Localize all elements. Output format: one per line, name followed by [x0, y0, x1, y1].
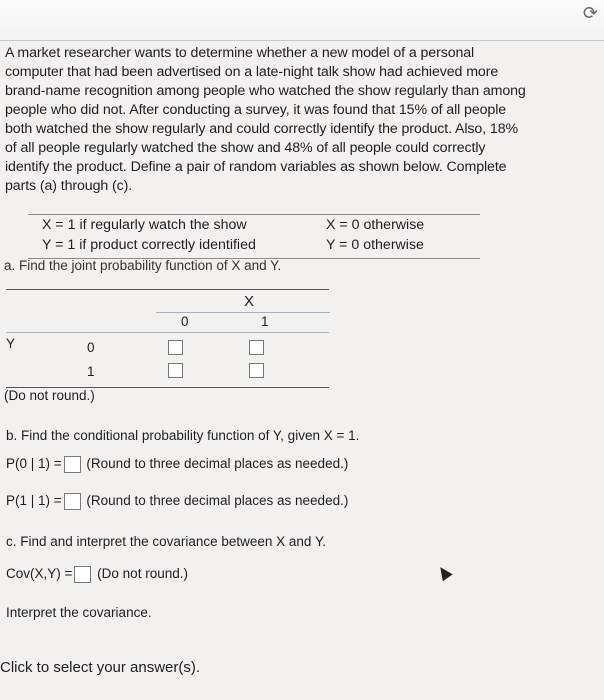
- problem-line: brand-name recognition among people who watched the show regularly than among: [5, 83, 526, 99]
- problem-line: both watched the show regularly and could correctly identify the product. Also, 18%: [5, 121, 518, 137]
- def-x0: X = 0 otherwise: [326, 217, 425, 233]
- x-value-1: 1: [261, 314, 269, 329]
- p11-label: P(1 | 1) =: [6, 493, 62, 509]
- p11-hint: (Round to three decimal places as needed.): [86, 493, 349, 509]
- p01-label: P(0 | 1) =: [6, 456, 62, 472]
- problem-line: A market researcher wants to determine whether a new model of a personal: [5, 45, 475, 61]
- part-a-note: (Do not round.): [4, 388, 95, 403]
- cov-input[interactable]: [74, 566, 91, 583]
- expand-icon[interactable]: ⟳: [582, 3, 598, 23]
- interpret-prompt: Interpret the covariance.: [6, 605, 152, 620]
- p01-row: [6, 456, 348, 473]
- definition-rule-top: [28, 214, 480, 215]
- p01-hint: (Round to three decimal places as needed.): [86, 456, 349, 472]
- cov-row: [6, 566, 188, 583]
- table-rule-top: [6, 289, 329, 290]
- problem-line: of all people regularly watched the show and 48% of all people could correctly: [5, 140, 486, 156]
- toolbar-divider: [0, 40, 604, 41]
- select-answer-instruction: Click to select your answer(s).: [0, 659, 201, 676]
- y-value-1: 1: [87, 364, 95, 379]
- def-y1: Y = 1 if product correctly identified: [42, 237, 256, 253]
- cov-hint: (Do not round.): [97, 566, 188, 582]
- y-value-0: 0: [87, 340, 95, 355]
- x-value-0: 0: [181, 314, 189, 329]
- def-y0: Y = 0 otherwise: [326, 237, 424, 253]
- joint-y1-x0-input[interactable]: [168, 363, 183, 378]
- problem-statement: [5, 44, 602, 196]
- part-c-prompt: c. Find and interpret the covariance between X and Y.: [6, 534, 326, 549]
- p01-input[interactable]: [64, 456, 81, 473]
- part-a-prompt: a. Find the joint probability function of X and Y.: [4, 258, 282, 273]
- p11-input[interactable]: [64, 493, 81, 510]
- p11-row: [6, 493, 348, 510]
- cov-label: Cov(X,Y) =: [6, 566, 73, 582]
- y-header: Y: [6, 336, 16, 351]
- table-rule-mid: [6, 332, 329, 333]
- problem-line: computer that had been advertised on a late-night talk show had achieved more: [5, 64, 499, 80]
- toolbar-band: [0, 0, 604, 40]
- part-b-prompt: b. Find the conditional probability function of Y, given X = 1.: [6, 428, 360, 443]
- joint-y0-x1-input[interactable]: [249, 340, 264, 355]
- def-x1: X = 1 if regularly watch the show: [42, 217, 247, 233]
- x-header-rule: [156, 312, 330, 313]
- joint-y1-x1-input[interactable]: [249, 363, 264, 378]
- problem-line: people who did not. After conducting a survey, it was found that 15% of all people: [5, 102, 507, 118]
- problem-line: parts (a) through (c).: [5, 178, 133, 194]
- joint-y0-x0-input[interactable]: [168, 340, 183, 355]
- mouse-pointer-icon: [435, 564, 452, 582]
- x-header: X: [244, 293, 255, 310]
- problem-line: identify the product. Define a pair of random variables as shown below. Complete: [5, 159, 507, 175]
